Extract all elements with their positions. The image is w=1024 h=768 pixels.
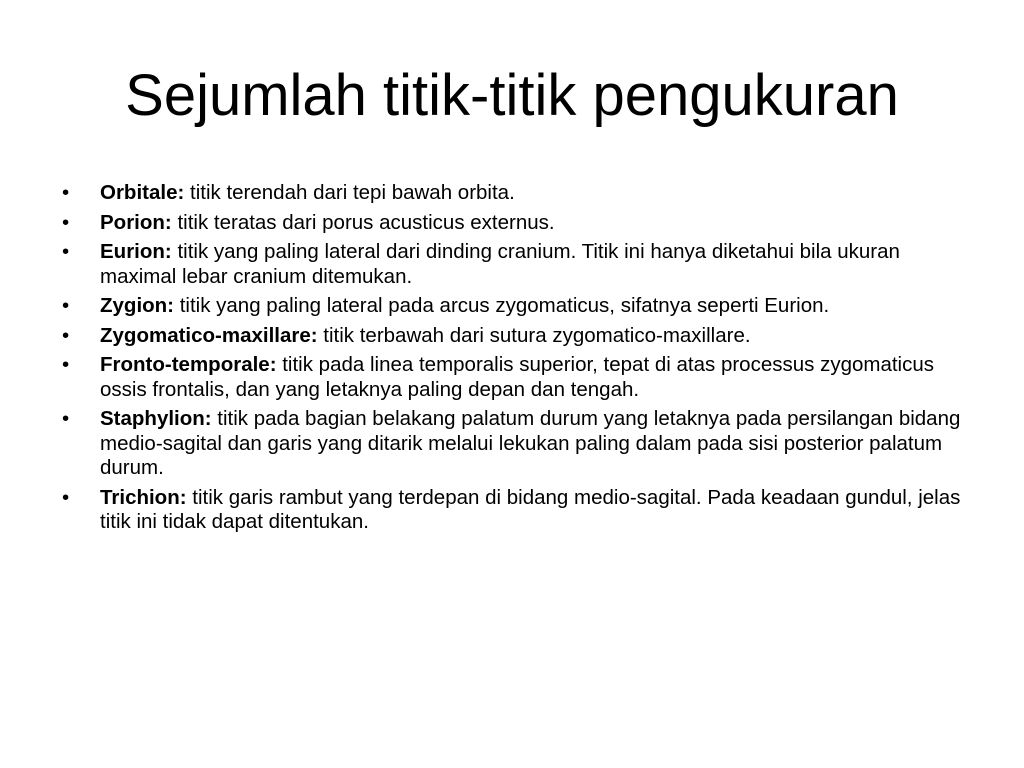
- term-label: Zygion:: [100, 294, 175, 317]
- term-label: Eurion:: [100, 240, 172, 263]
- list-item-orbitale: [62, 181, 962, 206]
- list-item-zygion: [62, 294, 962, 319]
- bullet-icon: •: [62, 294, 70, 317]
- term-label: Orbitale:: [100, 181, 185, 204]
- bullet-list: [62, 181, 962, 540]
- bullet-icon: •: [62, 323, 70, 347]
- slide-title: Sejumlah titik-titik pengukuran: [125, 63, 899, 128]
- list-item-zygomatico-maxillare: [62, 324, 962, 349]
- term-description: titik pada bagian belakang palatum durum yang letaknya pada persilangan bidang medio-sagital dan garis yang ditarik melalui lekukan paling dalam pada sisi posterior palatum durum.: [100, 407, 961, 479]
- term-label: Fronto-temporale:: [100, 353, 277, 376]
- list-item-staphylion: [62, 407, 962, 481]
- list-item-eurion: [62, 240, 962, 289]
- term-label: Porion:: [100, 210, 172, 234]
- term-description: titik yang paling lateral pada arcus zygomaticus, sifatnya seperti Eurion.: [174, 294, 830, 317]
- term-description: titik terbawah dari sutura zygomatico-maxillare.: [317, 323, 751, 347]
- list-item-trichion: [62, 486, 962, 535]
- bullet-icon: •: [62, 210, 70, 234]
- term-description: titik teratas dari porus acusticus externus.: [171, 210, 555, 234]
- bullet-icon: •: [62, 181, 70, 204]
- term-label: Staphylion:: [100, 407, 212, 430]
- bullet-icon: •: [62, 240, 70, 263]
- bullet-icon: •: [62, 353, 70, 376]
- term-description: titik terendah dari tepi bawah orbita.: [184, 181, 515, 204]
- term-label: Zygomatico-maxillare:: [100, 323, 318, 347]
- bullet-icon: •: [62, 407, 70, 430]
- list-item-porion: [62, 211, 962, 236]
- term-description: titik garis rambut yang terdepan di bidang medio-sagital. Pada keadaan gundul, jelas titik ini tidak dapat ditentukan.: [100, 485, 961, 533]
- term-description: titik pada linea temporalis superior, tepat di atas processus zygomaticus ossis frontalis, dan yang letaknya paling depan dan tengah.: [100, 353, 935, 401]
- list-item-fronto-temporale: [62, 353, 962, 402]
- term-label: Trichion:: [100, 485, 187, 509]
- bullet-icon: •: [62, 485, 70, 509]
- term-description: titik yang paling lateral dari dinding cranium. Titik ini hanya diketahui bila ukuran maximal lebar cranium ditemukan.: [100, 240, 900, 288]
